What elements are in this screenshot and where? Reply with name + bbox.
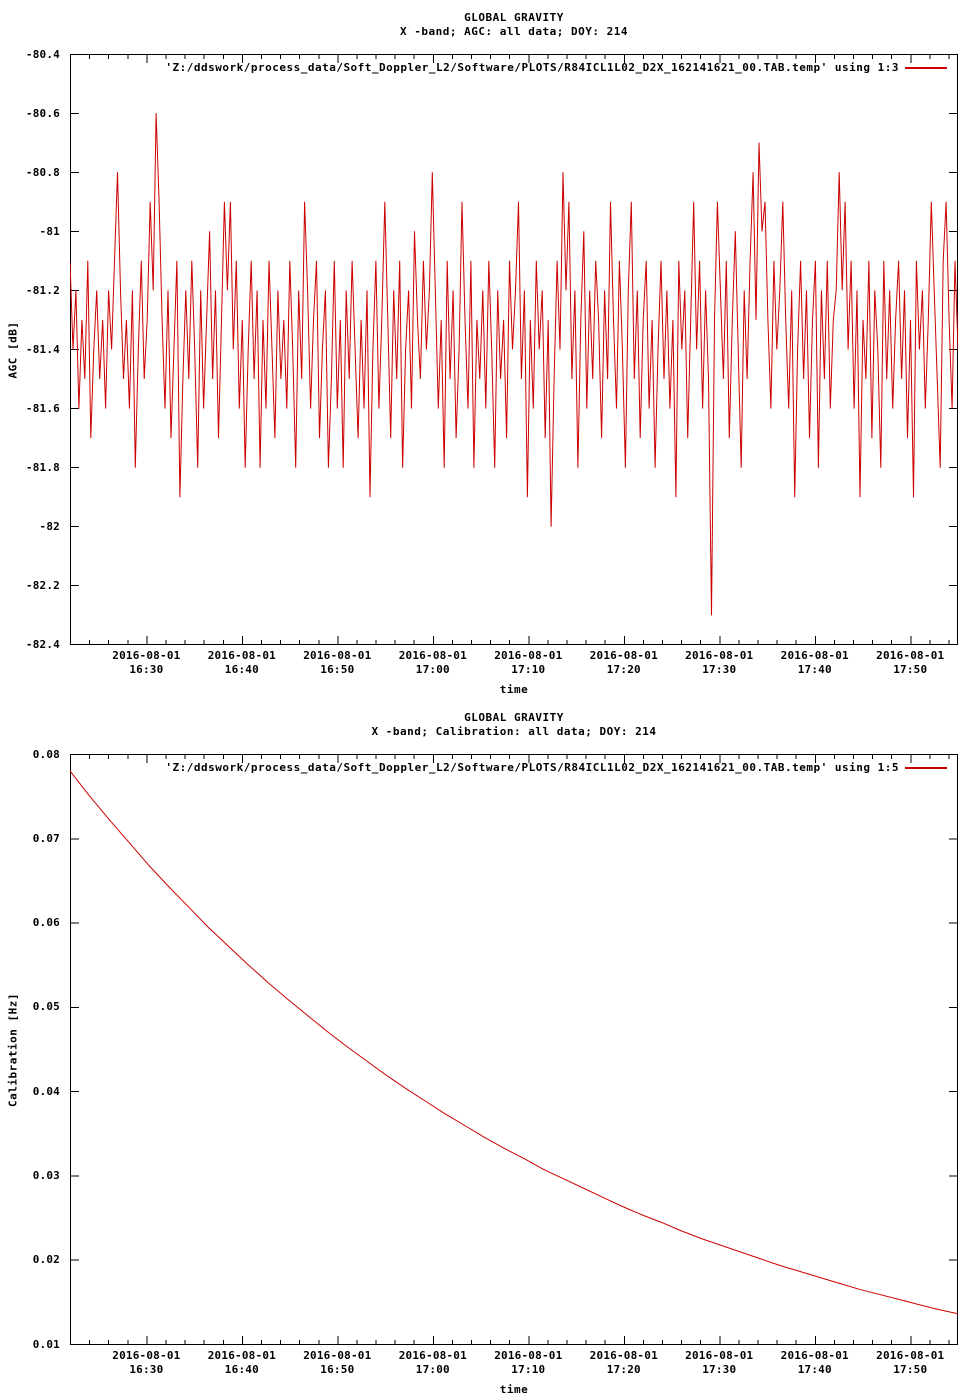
plot-area (70, 54, 958, 645)
y-tick-label: -80.6 (25, 106, 60, 120)
x-axis-label: time (499, 683, 529, 696)
plot-area (70, 754, 958, 1345)
y-tick-label: -81.4 (25, 342, 60, 356)
y-tick-label: -82 (39, 519, 60, 533)
x-tick-label: 2016-08-01 17:50 (876, 1349, 945, 1376)
y-tick-label: 0.08 (32, 747, 60, 761)
y-tick-label: -81.8 (25, 460, 60, 474)
chart-subtitle: X -band; AGC: all data; DOY: 214 (400, 25, 628, 38)
x-tick-label: 2016-08-01 17:50 (876, 649, 945, 676)
plot-border (71, 755, 958, 1345)
x-tick-label: 2016-08-01 17:40 (780, 1349, 849, 1376)
y-tick-label: -80.4 (25, 47, 60, 61)
y-tick-label: -82.2 (25, 578, 60, 592)
y-tick-label: 0.06 (32, 916, 60, 930)
x-tick-label: 2016-08-01 16:50 (303, 1349, 372, 1376)
y-axis-label: Calibration [Hz] (6, 993, 20, 1107)
legend-label: 'Z:/ddswork/process_data/Soft_Doppler_L2/Software/PLOTS/R84ICL1L02_D2X_162141621_00.TAB.temp' using 1:5 (165, 761, 899, 774)
y-tick-label: 0.07 (32, 831, 60, 845)
x-axis-label: time (499, 1383, 529, 1396)
data-series-line (70, 771, 958, 1314)
x-tick-label: 2016-08-01 16:50 (303, 649, 372, 676)
x-tick-label: 2016-08-01 17:20 (589, 649, 658, 676)
y-tick-label: 0.01 (32, 1337, 60, 1351)
plot-border (71, 55, 958, 645)
y-tick-label: -81.6 (25, 401, 60, 415)
y-axis-label: AGC [dB] (6, 321, 20, 379)
x-tick-label: 2016-08-01 17:10 (494, 649, 563, 676)
y-tick-label: 0.02 (32, 1253, 60, 1267)
y-tick-label: -81 (39, 224, 60, 238)
x-tick-label: 2016-08-01 16:30 (112, 1349, 181, 1376)
chart-title: GLOBAL GRAVITY (464, 11, 564, 24)
legend-label: 'Z:/ddswork/process_data/Soft_Doppler_L2/Software/PLOTS/R84ICL1L02_D2X_162141621_00.TAB.temp' using 1:3 (165, 61, 899, 74)
x-tick-label: 2016-08-01 16:40 (207, 649, 276, 676)
x-tick-label: 2016-08-01 17:00 (398, 649, 467, 676)
x-tick-label: 2016-08-01 17:20 (589, 1349, 658, 1376)
chart-title: GLOBAL GRAVITY (464, 711, 564, 724)
data-series-line (70, 113, 958, 615)
x-tick-label: 2016-08-01 16:30 (112, 649, 181, 676)
y-tick-label: -81.2 (25, 283, 60, 297)
x-tick-label: 2016-08-01 17:10 (494, 1349, 563, 1376)
y-tick-label: 0.04 (32, 1084, 60, 1098)
x-tick-label: 2016-08-01 16:40 (207, 1349, 276, 1376)
chart-subtitle: X -band; Calibration: all data; DOY: 214 (371, 725, 657, 738)
y-tick-label: 0.05 (32, 1000, 60, 1014)
y-tick-label: -80.8 (25, 165, 60, 179)
x-tick-label: 2016-08-01 17:30 (685, 1349, 754, 1376)
x-tick-label: 2016-08-01 17:30 (685, 649, 754, 676)
x-tick-label: 2016-08-01 17:00 (398, 1349, 467, 1376)
y-tick-label: 0.03 (32, 1168, 60, 1182)
y-tick-label: -82.4 (25, 637, 60, 651)
calibration-chart (0, 700, 980, 1400)
x-tick-label: 2016-08-01 17:40 (780, 649, 849, 676)
